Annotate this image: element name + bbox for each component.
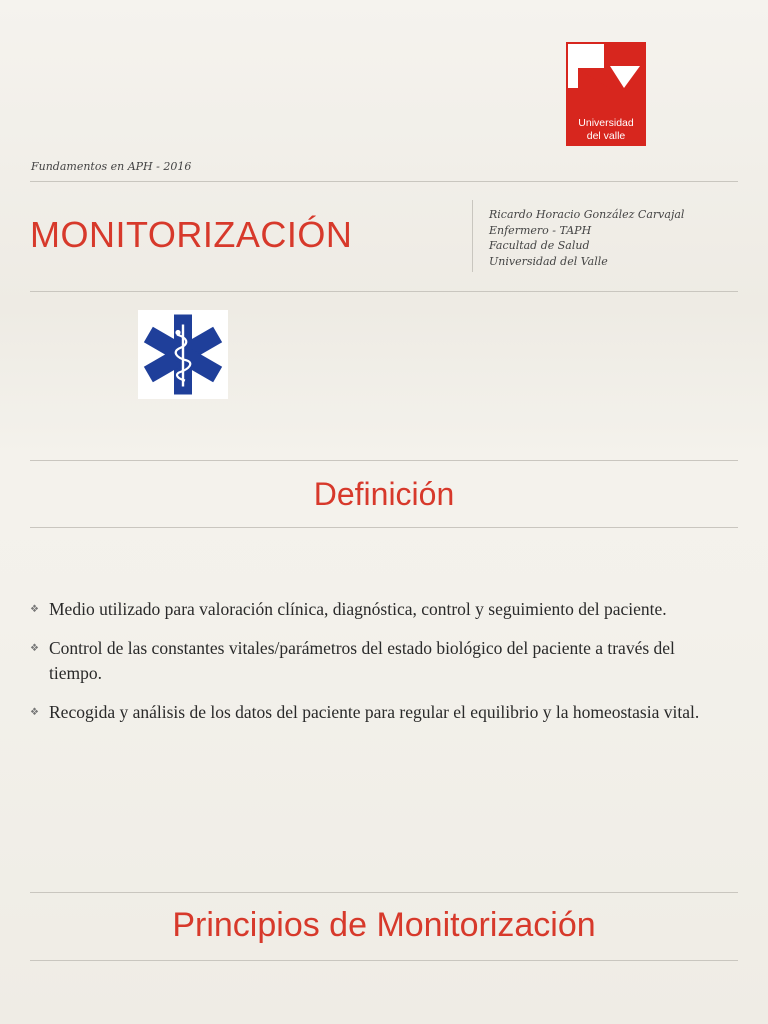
list-item	[30, 597, 730, 622]
diamond-bullet-icon: ❖	[30, 707, 39, 718]
divider	[30, 892, 738, 893]
author-role: Enfermero - TAPH	[489, 223, 592, 237]
list-item-text: Medio utilizado para valoración clínica, diagnóstica, control y seguimiento del paciente.	[49, 599, 667, 619]
list-item-text: Recogida y análisis de los datos del paciente para regular el equilibrio y la homeostasia vital.	[49, 702, 700, 722]
diamond-bullet-icon: ❖	[30, 604, 39, 615]
principles-heading: Principios de Monitorización	[172, 906, 596, 944]
course-label: Fundamentos en APH - 2016	[31, 160, 192, 173]
divider	[30, 460, 738, 461]
author-faculty: Facultad de Salud	[489, 239, 590, 252]
university-logo	[566, 42, 646, 146]
star-of-life-icon	[138, 310, 228, 399]
definition-heading: Definición	[313, 476, 455, 512]
definition-list	[30, 597, 730, 739]
divider	[30, 181, 738, 182]
logo-line2: del valle	[586, 130, 626, 142]
divider	[30, 291, 738, 292]
list-item	[30, 700, 730, 725]
author-block	[489, 207, 684, 269]
slide-principles	[0, 860, 768, 1024]
list-item	[30, 636, 730, 686]
slide-title-heading: MONITORIZACIÓN	[30, 214, 353, 255]
divider	[30, 960, 738, 961]
vertical-divider	[472, 200, 473, 272]
author-university: Universidad del Valle	[489, 254, 608, 268]
divider	[30, 527, 738, 528]
logo-line1: Universidad	[578, 117, 634, 129]
list-item-text: Control de las constantes vitales/parámetros del estado biológico del paciente a través del tiempo.	[49, 638, 675, 683]
author-name: Ricardo Horacio González Carvajal	[489, 208, 685, 221]
slide-title	[0, 0, 768, 440]
diamond-bullet-icon: ❖	[30, 643, 39, 654]
slide-definition	[0, 440, 768, 860]
